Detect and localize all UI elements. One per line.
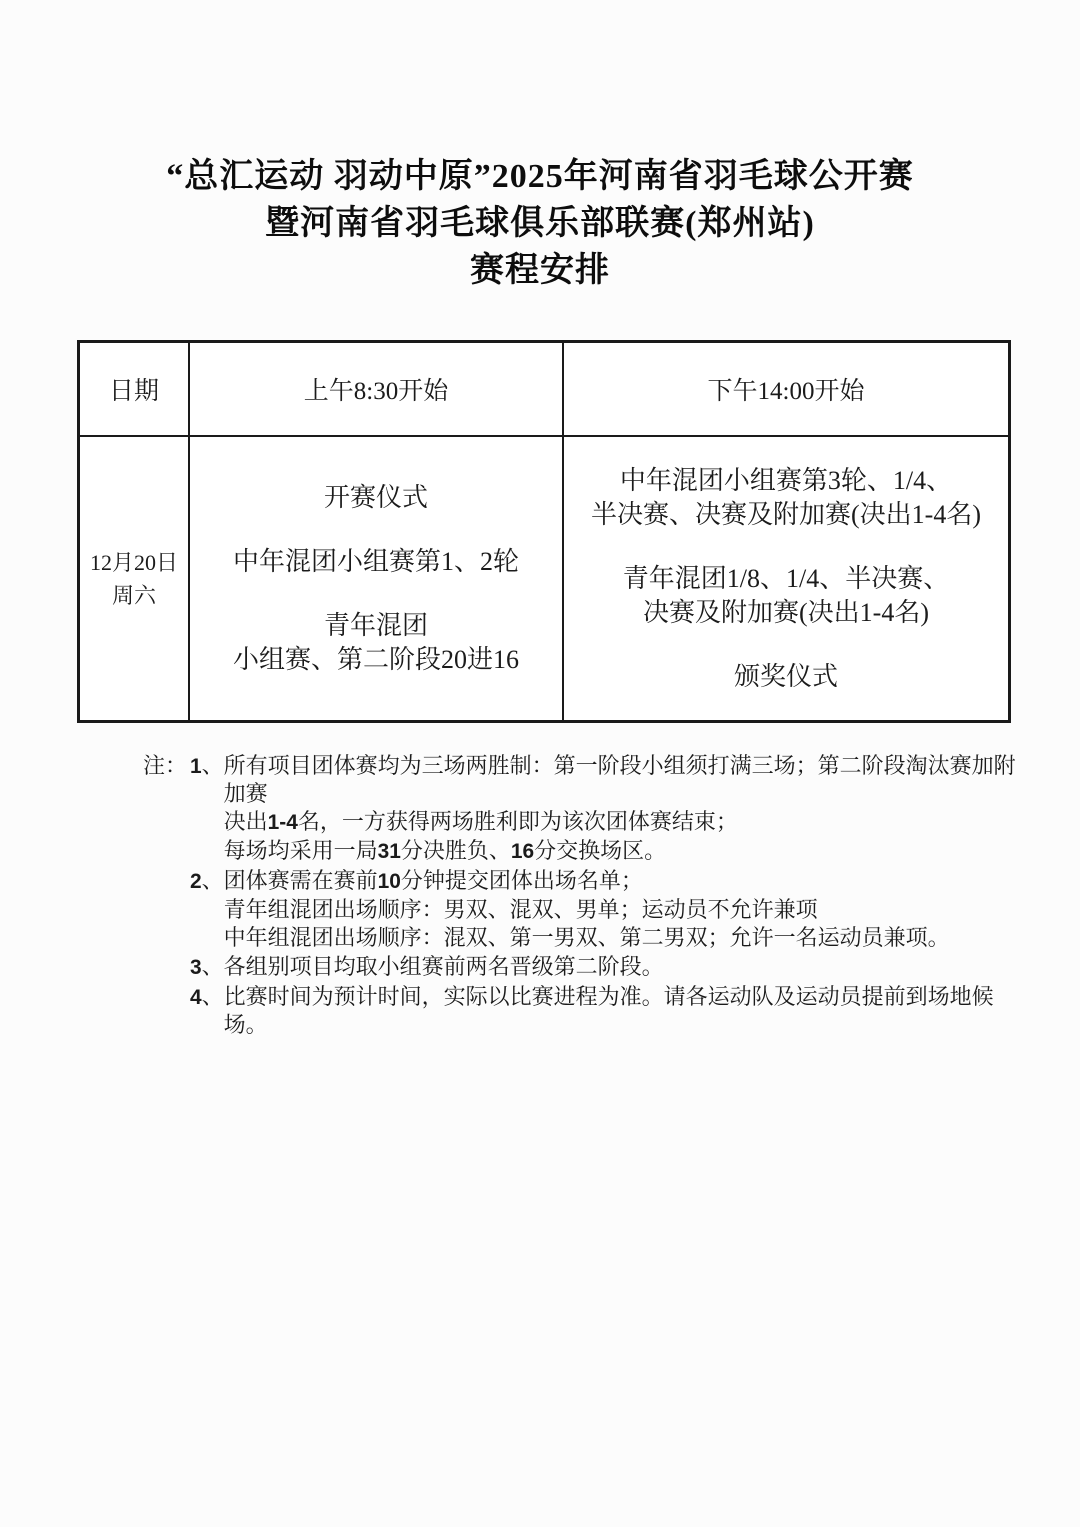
afternoon-block-award-ceremony bbox=[734, 660, 838, 694]
schedule-line: 青年混团1/8、1/4、半决赛、 bbox=[622, 563, 950, 593]
header-cell-morning: 上午8:30开始 bbox=[189, 342, 563, 437]
notes-label: 注： bbox=[143, 753, 188, 778]
schedule-line: 小组赛、第二阶段20进16 bbox=[232, 644, 519, 674]
schedule-line: 颁奖仪式 bbox=[733, 661, 838, 691]
page-title-line-1: “总汇运动 羽动中原”2025年河南省羽毛球公开赛 bbox=[166, 158, 914, 195]
note-number: 4、 bbox=[190, 984, 224, 1009]
note-line: 团体赛需在赛前10分钟提交团体出场名单； bbox=[223, 868, 643, 893]
cell-afternoon bbox=[563, 436, 1010, 722]
note-line: 决出1-4名，一方获得两场胜利即为该次团体赛结束； bbox=[223, 809, 738, 834]
note-item-4 bbox=[190, 983, 1020, 1039]
morning-cell-content bbox=[190, 437, 562, 720]
date-cell-content bbox=[80, 437, 188, 720]
page-title bbox=[0, 153, 1080, 294]
cell-morning bbox=[189, 436, 563, 722]
header-cell-date: 日期 bbox=[79, 342, 190, 437]
note-text bbox=[224, 752, 1020, 866]
morning-block-youth-group bbox=[233, 609, 519, 677]
afternoon-cell-content bbox=[564, 437, 1008, 720]
note-item-1 bbox=[190, 752, 1020, 866]
note-item-2 bbox=[190, 867, 1020, 952]
note-number: 2、 bbox=[190, 868, 224, 893]
schedule-table bbox=[77, 340, 1011, 723]
note-line: 中年组混团出场顺序：混双、第一男双、第二男双；允许一名运动员兼项。 bbox=[223, 925, 950, 950]
schedule-line: 半决赛、决赛及附加赛(决出1-4名) bbox=[591, 499, 981, 529]
afternoon-block-middle-age-group bbox=[591, 464, 981, 532]
schedule-line: 中年混团小组赛第1、2轮 bbox=[232, 546, 519, 576]
table-header-row bbox=[79, 342, 1010, 437]
note-item-3 bbox=[190, 953, 1020, 982]
table-body-row bbox=[79, 436, 1010, 722]
note-number: 1、 bbox=[190, 753, 224, 778]
note-line: 比赛时间为预计时间，实际以比赛进程为准。请各运动队及运动员提前到场地候场。 bbox=[223, 984, 994, 1037]
schedule-line: 决赛及附加赛(决出1-4名) bbox=[643, 597, 929, 627]
note-line: 所有项目团体赛均为三场两胜制：第一阶段小组须打满三场；第二阶段淘汰赛加附加赛 bbox=[223, 753, 1016, 806]
note-text bbox=[224, 983, 1020, 1039]
note-text bbox=[224, 867, 1020, 952]
page-title-line-3: 赛程安排 bbox=[470, 252, 610, 289]
note-number: 3、 bbox=[190, 954, 224, 979]
date-line-2: 周六 bbox=[111, 582, 156, 608]
note-line: 各组别项目均取小组赛前两名晋级第二阶段。 bbox=[223, 954, 664, 979]
date-line-1: 12月20日 bbox=[89, 549, 178, 575]
cell-date bbox=[79, 436, 190, 722]
schedule-line: 青年混团 bbox=[323, 610, 428, 640]
note-text bbox=[224, 953, 1020, 982]
afternoon-block-youth-group bbox=[623, 562, 949, 630]
morning-block-middle-age-group bbox=[233, 545, 519, 579]
schedule-line: 开赛仪式 bbox=[323, 482, 428, 512]
note-line: 青年组混团出场顺序：男双、混双、男单；运动员不允许兼项 bbox=[223, 897, 818, 922]
morning-block-opening-ceremony bbox=[324, 481, 428, 515]
schedule-line: 中年混团小组赛第3轮、1/4、 bbox=[619, 465, 953, 495]
note-line: 每场均采用一局31分决胜负、16分交换场区。 bbox=[223, 838, 667, 863]
page-title-line-2: 暨河南省羽毛球俱乐部联赛(郑州站) bbox=[265, 205, 815, 242]
header-cell-afternoon: 下午14:00开始 bbox=[563, 342, 1010, 437]
notes-section bbox=[190, 752, 1020, 1040]
